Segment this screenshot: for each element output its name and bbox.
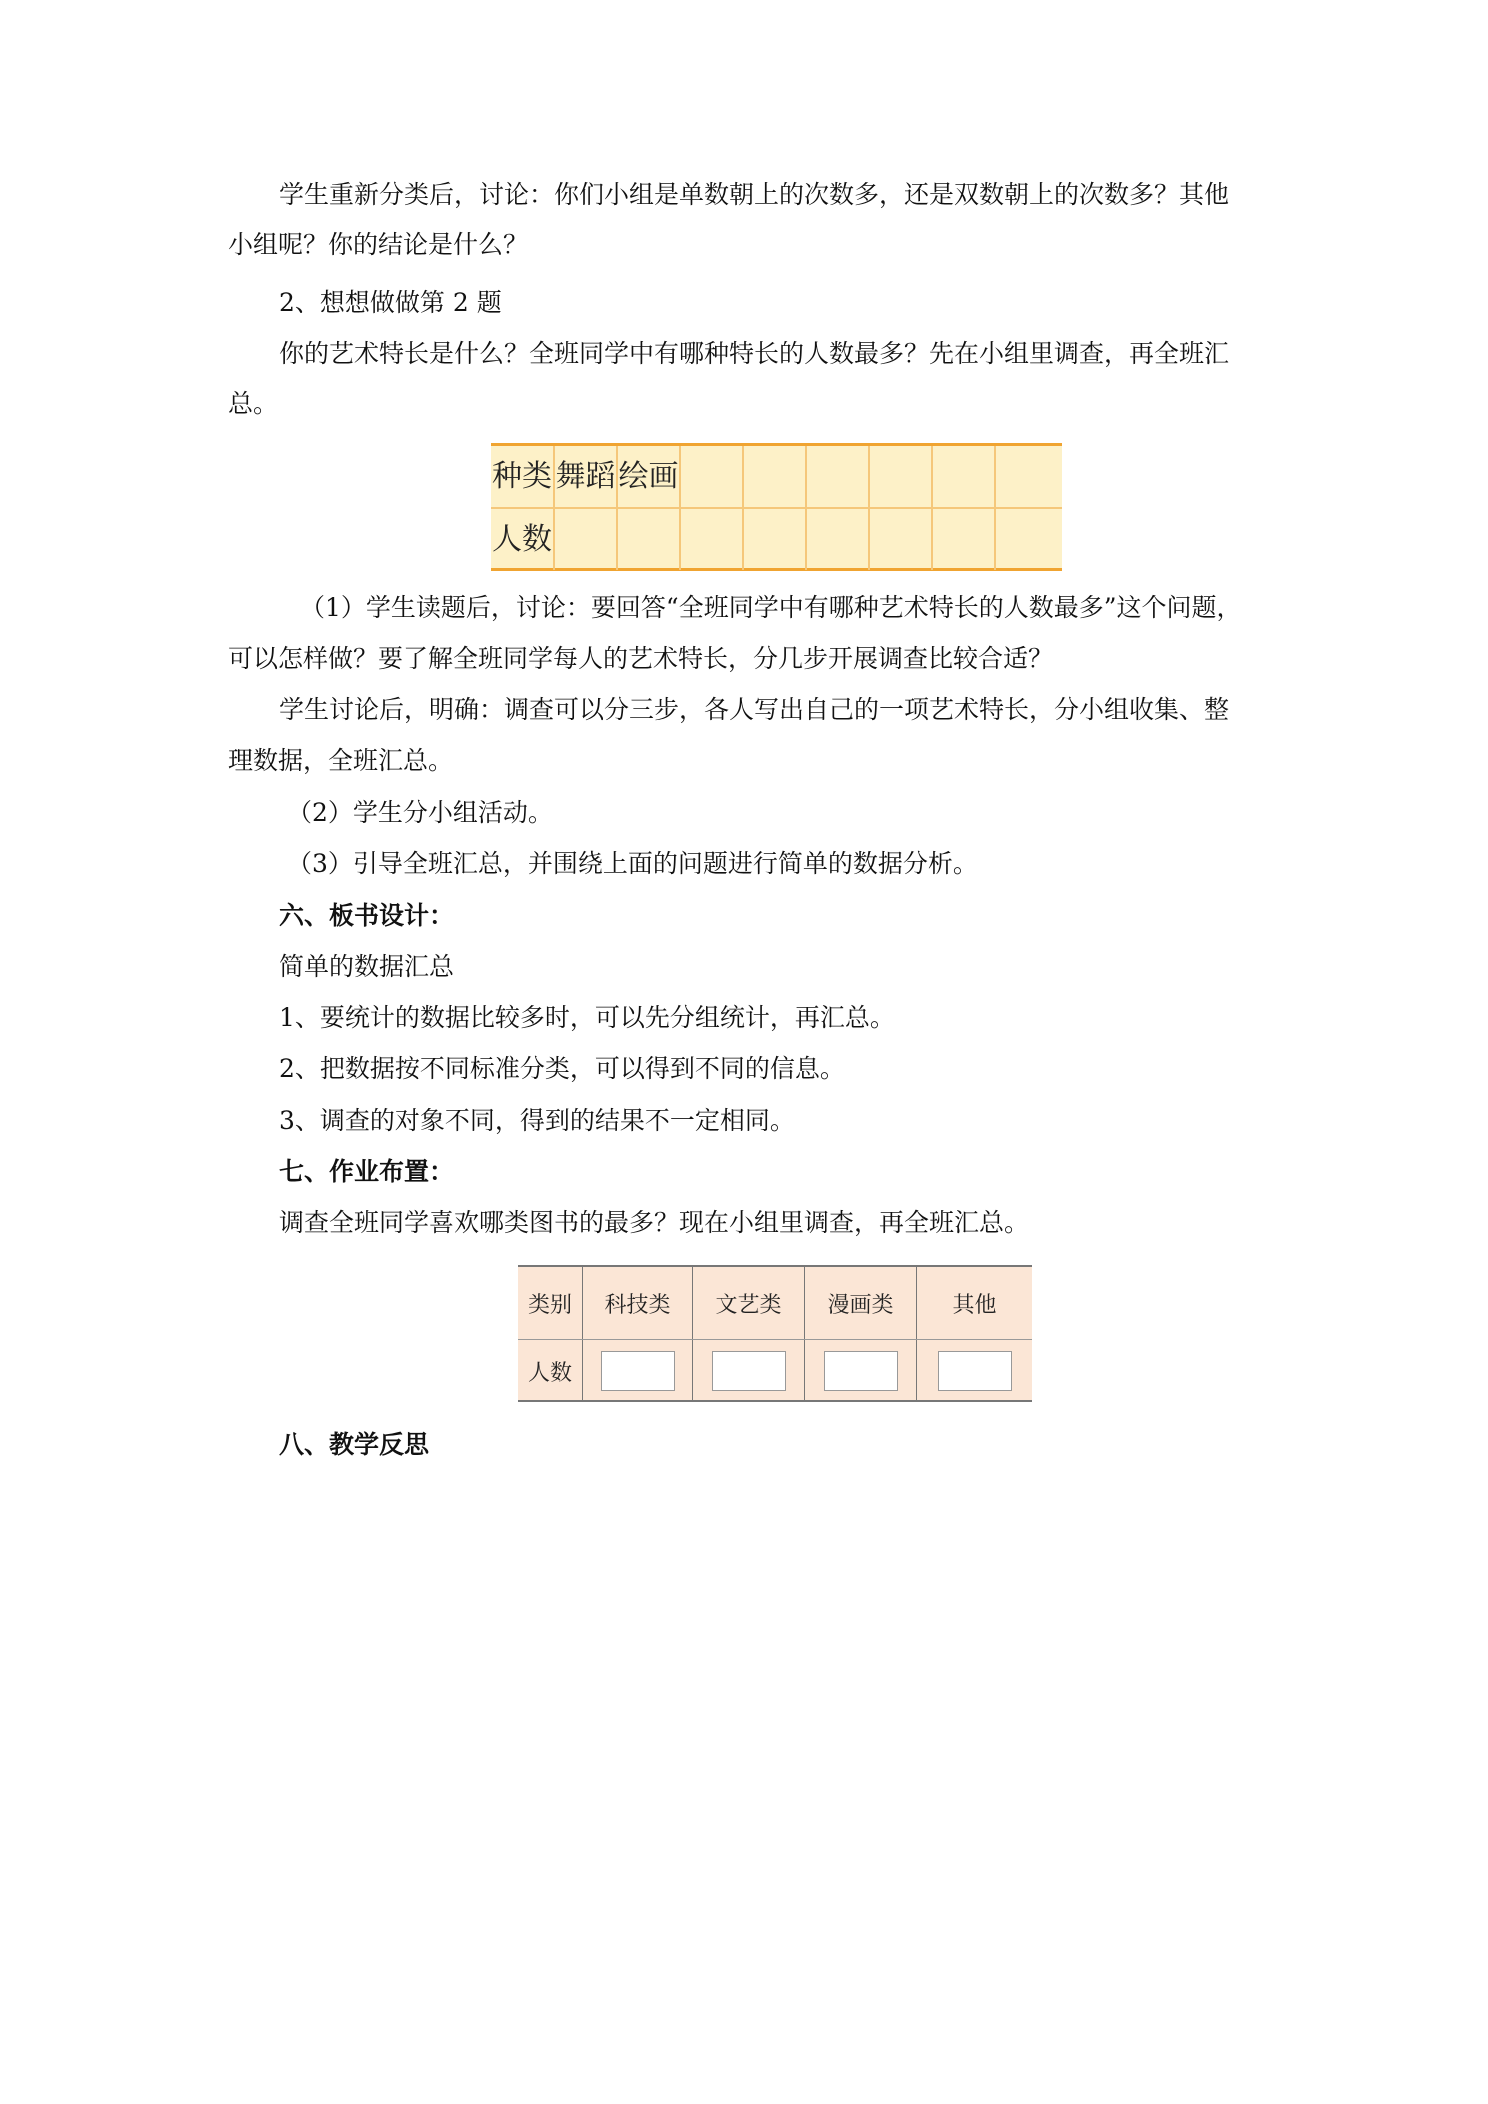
book-survey-table (518, 1265, 1032, 1402)
table-cell (996, 509, 1062, 570)
paragraph-line: （1）学生读题后，讨论：要回答“全班同学中有哪种艺术特长的人数最多”这个问题， (300, 593, 1242, 622)
table-row-label: 人数 (518, 1340, 583, 1402)
table-cell (933, 446, 996, 507)
table-cell (693, 1340, 805, 1402)
table-cell: 舞蹈 (555, 446, 618, 507)
table-cell: 绘画 (618, 446, 681, 507)
paragraph-line: 3、调查的对象不同，得到的结果不一定相同。 (279, 1106, 795, 1135)
table-cell (583, 1340, 693, 1402)
table-row (518, 1340, 1032, 1402)
paragraph-line: 1、要统计的数据比较多时，可以先分组统计，再汇总。 (279, 1003, 895, 1032)
table-cell (681, 509, 744, 570)
paragraph-line: 小组呢？你的结论是什么？ (228, 230, 529, 259)
art-talent-table (491, 443, 1062, 571)
table-cell (870, 446, 933, 507)
section-heading: 八、教学反思 (279, 1430, 430, 1459)
table-cell (870, 509, 933, 570)
paragraph-line: （3）引导全班汇总，并围绕上面的问题进行简单的数据分析。 (287, 849, 978, 878)
section-heading: 六、板书设计： (279, 901, 455, 930)
paragraph-line: 调查全班同学喜欢哪类图书的最多？现在小组里调查，再全班汇总。 (279, 1208, 1030, 1237)
table-cell (805, 1340, 917, 1402)
table-cell (807, 446, 870, 507)
count-input-box[interactable] (601, 1351, 675, 1391)
paragraph-line: 可以怎样做？要了解全班同学每人的艺术特长，分几步开展调查比较合适？ (228, 644, 1054, 673)
table-cell (807, 509, 870, 570)
paragraph-line: 理数据，全班汇总。 (228, 746, 454, 775)
table-cell (618, 509, 681, 570)
table-cell (933, 509, 996, 570)
paragraph-line: 总。 (228, 389, 279, 418)
paragraph-line: 2、把数据按不同标准分类，可以得到不同的信息。 (279, 1054, 845, 1083)
paragraph-line: 学生讨论后，明确：调查可以分三步，各人写出自己的一项艺术特长，分小组收集、整 (279, 695, 1230, 724)
paragraph-line: 学生重新分类后，讨论：你们小组是单数朝上的次数多，还是双数朝上的次数多？其他 (279, 180, 1230, 209)
paragraph-line: 2、想想做做第 2 题 (279, 288, 502, 317)
count-input-box[interactable] (712, 1351, 786, 1391)
table-cell (555, 509, 618, 570)
count-input-box[interactable] (824, 1351, 898, 1391)
count-input-box[interactable] (938, 1351, 1012, 1391)
table-row (491, 446, 1062, 509)
table-cell (996, 446, 1062, 507)
section-heading: 七、作业布置： (279, 1157, 455, 1186)
table-header-cell: 漫画类 (805, 1267, 917, 1339)
table-header-cell: 科技类 (583, 1267, 693, 1339)
table-cell (681, 446, 744, 507)
table-row (491, 509, 1062, 570)
table-cell (917, 1340, 1032, 1402)
paragraph-line: 简单的数据汇总 (279, 952, 455, 981)
table-cell (744, 446, 807, 507)
table-header-cell: 其他 (952, 1292, 997, 1318)
table-header-cell: 文艺类 (693, 1267, 805, 1339)
table-header-cell: 类别 (518, 1267, 583, 1339)
table-cell: 人数 (491, 509, 555, 570)
paragraph-line: （2）学生分小组活动。 (287, 798, 553, 827)
table-row (518, 1267, 1032, 1340)
paragraph-line: 你的艺术特长是什么？全班同学中有哪种特长的人数最多？先在小组里调查，再全班汇 (279, 339, 1230, 368)
table-cell: 种类 (491, 446, 555, 507)
table-cell (744, 509, 807, 570)
